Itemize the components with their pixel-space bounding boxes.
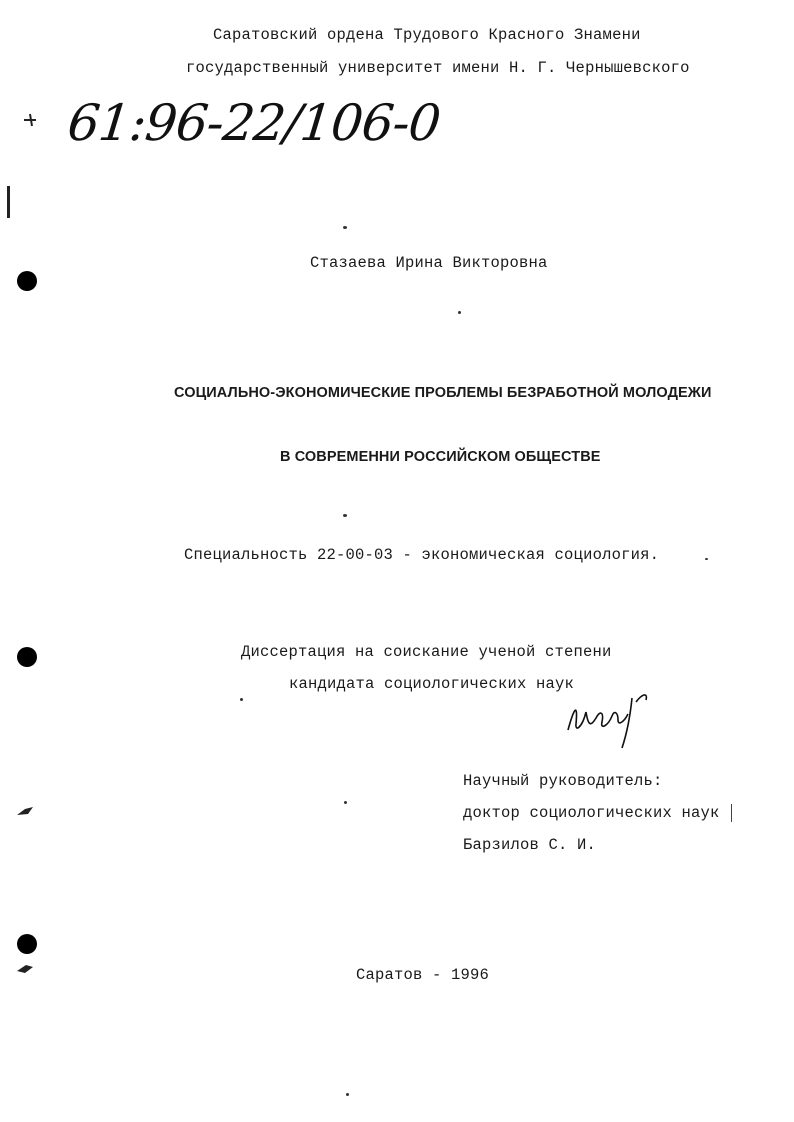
scan-speck	[344, 801, 347, 804]
supervisor-label: Научный руководитель:	[463, 772, 663, 790]
dissertation-line-1: Диссертация на соискание ученой степени	[241, 643, 612, 661]
scan-mark	[16, 805, 34, 819]
supervisor-degree: доктор социологических наук	[463, 804, 720, 822]
specialty: Специальность 22-00-03 - экономическая социология.	[184, 546, 660, 564]
punch-hole	[17, 934, 37, 954]
scan-speck	[343, 226, 347, 229]
scan-mark	[731, 804, 732, 822]
scan-speck	[346, 1093, 349, 1096]
supervisor-name: Барзилов С. И.	[463, 836, 597, 854]
scan-speck	[705, 558, 708, 560]
scan-mark	[16, 962, 34, 976]
punch-hole	[17, 271, 37, 291]
catalog-number: 61:96-22/106-0	[64, 94, 443, 152]
punch-hole	[17, 647, 37, 667]
scan-mark	[22, 112, 38, 128]
signature	[560, 688, 670, 752]
title-line-1: СОЦИАЛЬНО-ЭКОНОМИЧЕСКИЕ ПРОБЛЕМЫ БЕЗРАБОТНОЙ МОЛОДЕЖИ	[174, 385, 712, 401]
author-name: Стазаева Ирина Викторовна	[310, 254, 548, 272]
scan-speck	[240, 698, 243, 701]
scan-speck	[343, 514, 347, 517]
university-line-2: государственный университет имени Н. Г. Чернышевского	[186, 59, 690, 77]
scan-speck	[458, 311, 461, 314]
title-line-2: В СОВРЕМЕННИ РОССИЙСКОМ ОБЩЕСТВЕ	[280, 449, 601, 465]
university-line-1: Саратовский ордена Трудового Красного Знамени	[213, 26, 641, 44]
dissertation-line-2: кандидата социологических наук	[289, 675, 575, 693]
city-year: Саратов - 1996	[356, 966, 490, 984]
scan-mark	[7, 186, 10, 218]
